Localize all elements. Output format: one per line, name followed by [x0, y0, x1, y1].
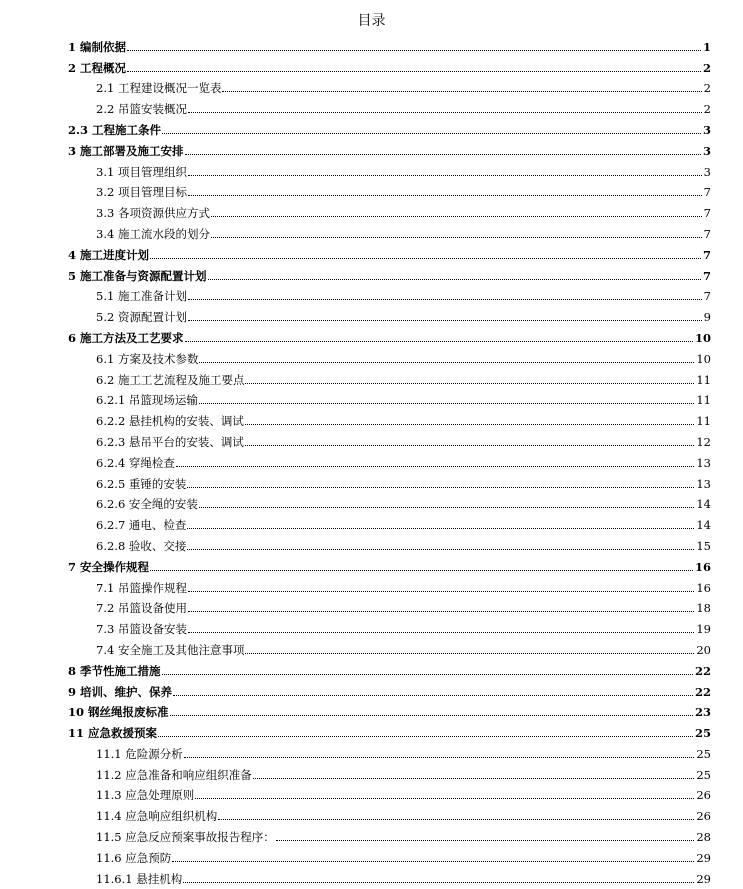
toc-entry-page-number: 29 — [696, 850, 711, 865]
toc-entry[interactable] — [68, 449, 711, 470]
toc-entry-page-number: 25 — [696, 746, 711, 761]
toc-entry[interactable] — [68, 740, 711, 761]
table-of-contents — [68, 33, 711, 886]
toc-entry-title: 7 安全操作规程 — [68, 559, 150, 574]
toc-entry[interactable] — [68, 407, 711, 428]
toc-entry-title: 3.3 各项资源供应方式 — [96, 206, 210, 221]
toc-entry[interactable] — [68, 657, 711, 678]
toc-entry[interactable] — [68, 262, 711, 283]
toc-entry[interactable] — [68, 324, 711, 345]
toc-entry-page-number: 11 — [696, 393, 711, 408]
toc-entry-title: 3.2 项目管理目标 — [96, 185, 187, 200]
toc-entry-title: 2.1 工程建设概况一览表 — [96, 81, 222, 96]
toc-entry[interactable] — [68, 387, 711, 408]
toc-entry-page-number: 10 — [694, 330, 711, 345]
toc-entry-page-number: 14 — [696, 518, 711, 533]
toc-entry-title: 11.6 应急预防 — [96, 850, 172, 865]
dot-leader — [162, 132, 701, 134]
toc-entry[interactable] — [68, 511, 711, 532]
dot-leader — [173, 694, 693, 696]
toc-entry[interactable] — [68, 75, 711, 96]
toc-entry-title: 11.5 应急反应预案事故报告程序： — [96, 830, 275, 845]
toc-entry[interactable] — [68, 553, 711, 574]
dot-leader — [162, 673, 693, 675]
toc-entry-title: 11.3 应急处理原则 — [96, 788, 195, 803]
toc-entry-page-number: 7 — [702, 268, 711, 283]
toc-entry[interactable] — [68, 199, 711, 220]
toc-entry-title: 5 施工准备与资源配置计划 — [68, 268, 207, 283]
toc-entry-page-number: 25 — [694, 726, 711, 741]
toc-entry-title: 6 施工方法及工艺要求 — [68, 330, 184, 345]
toc-entry-title: 11 应急救援预案 — [68, 726, 158, 741]
toc-entry[interactable] — [68, 241, 711, 262]
toc-entry-title: 2.2 吊篮安装概况 — [96, 102, 187, 117]
toc-entry[interactable] — [68, 220, 711, 241]
toc-entry-title: 6.2.4 穿绳检查 — [96, 455, 175, 470]
dot-leader — [187, 548, 694, 550]
toc-entry-page-number: 11 — [696, 372, 711, 387]
dot-leader — [188, 590, 694, 592]
toc-entry-title: 11.1 危险源分析 — [96, 746, 183, 761]
toc-entry-page-number: 3 — [702, 122, 711, 137]
dot-leader — [218, 818, 694, 820]
toc-entry-page-number: 10 — [696, 351, 711, 366]
dot-leader — [211, 215, 702, 217]
dot-leader — [187, 486, 694, 488]
toc-entry-title: 9 培训、维护、保养 — [68, 684, 173, 699]
toc-entry-page-number: 2 — [703, 102, 711, 117]
toc-entry-title: 6.2.7 通电、检查 — [96, 518, 187, 533]
toc-entry-page-number: 3 — [703, 164, 711, 179]
toc-entry[interactable] — [68, 179, 711, 200]
dot-leader — [276, 839, 695, 841]
toc-entry-title: 2.3 工程施工条件 — [68, 122, 162, 137]
toc-entry[interactable] — [68, 719, 711, 740]
dot-leader — [185, 153, 701, 155]
toc-entry-page-number: 22 — [694, 663, 711, 678]
toc-entry-title: 6.2.5 重锤的安装 — [96, 476, 187, 491]
toc-entry[interactable] — [68, 595, 711, 616]
toc-entry-title: 6.2 施工工艺流程及施工要点 — [96, 372, 245, 387]
dot-leader — [127, 49, 701, 51]
toc-entry-title: 3 施工部署及施工安排 — [68, 143, 184, 158]
toc-entry[interactable] — [68, 678, 711, 699]
toc-entry-title: 6.2.1 吊篮现场运输 — [96, 393, 198, 408]
toc-entry-title: 7.2 吊篮设备使用 — [96, 601, 187, 616]
toc-entry-title: 6.2.2 悬挂机构的安装、调试 — [96, 414, 244, 429]
toc-entry[interactable] — [68, 428, 711, 449]
toc-entry-page-number: 2 — [702, 60, 711, 75]
dot-leader — [184, 756, 695, 758]
toc-entry-page-number: 22 — [694, 684, 711, 699]
toc-entry-title: 11.4 应急响应组织机构 — [96, 809, 218, 824]
toc-entry-title: 2 工程概况 — [68, 60, 127, 75]
toc-entry[interactable] — [68, 699, 711, 720]
dot-leader — [150, 257, 701, 259]
dot-leader — [150, 569, 693, 571]
toc-entry[interactable] — [68, 470, 711, 491]
toc-entry-title: 7.4 安全施工及其他注意事项 — [96, 642, 245, 657]
dot-leader — [188, 298, 702, 300]
toc-entry-page-number: 25 — [696, 767, 711, 782]
toc-entry-page-number: 26 — [696, 788, 711, 803]
toc-entry[interactable] — [68, 137, 711, 158]
dot-leader — [188, 631, 694, 633]
toc-entry[interactable] — [68, 865, 711, 886]
dot-leader — [188, 174, 702, 176]
dot-leader — [199, 402, 694, 404]
toc-entry-title: 5.2 资源配置计划 — [96, 310, 187, 325]
toc-entry-title: 6.2.8 验收、交接 — [96, 538, 187, 553]
dot-leader — [199, 361, 694, 363]
toc-entry-page-number: 14 — [696, 497, 711, 512]
toc-entry-page-number: 23 — [694, 705, 711, 720]
toc-entry-page-number: 7 — [703, 206, 711, 221]
toc-entry-page-number: 1 — [702, 39, 711, 54]
toc-entry-page-number: 7 — [702, 247, 711, 262]
dot-leader — [185, 340, 693, 342]
dot-leader — [195, 797, 694, 799]
dot-leader — [245, 382, 694, 384]
dot-leader — [245, 652, 694, 654]
toc-entry-page-number: 18 — [696, 601, 711, 616]
toc-entry-title: 3.4 施工流水段的划分 — [96, 226, 210, 241]
dot-leader — [199, 506, 694, 508]
toc-entry[interactable] — [68, 615, 711, 636]
toc-entry[interactable] — [68, 491, 711, 512]
toc-entry-page-number: 16 — [696, 580, 711, 595]
toc-entry[interactable] — [68, 761, 711, 782]
dot-leader — [127, 70, 701, 72]
dot-leader — [245, 423, 694, 425]
toc-entry[interactable] — [68, 158, 711, 179]
toc-entry[interactable] — [68, 303, 711, 324]
toc-entry-page-number: 2 — [703, 81, 711, 96]
toc-entry-page-number: 3 — [702, 143, 711, 158]
toc-entry-page-number: 19 — [696, 622, 711, 637]
toc-entry[interactable] — [68, 116, 711, 137]
toc-entry[interactable] — [68, 54, 711, 75]
toc-entry-page-number: 20 — [696, 642, 711, 657]
dot-leader — [188, 111, 702, 113]
toc-entry[interactable] — [68, 366, 711, 387]
dot-leader — [187, 527, 694, 529]
dot-leader — [245, 444, 694, 446]
toc-entry[interactable] — [68, 844, 711, 865]
dot-leader — [253, 777, 695, 779]
dot-leader — [183, 881, 694, 883]
toc-entry-page-number: 7 — [703, 226, 711, 241]
toc-entry-title: 7.3 吊篮设备安装 — [96, 622, 187, 637]
toc-entry[interactable] — [68, 636, 711, 657]
toc-entry-page-number: 15 — [696, 538, 711, 553]
toc-entry-title: 6.2.3 悬吊平台的安装、调试 — [96, 434, 244, 449]
toc-entry[interactable] — [68, 823, 711, 844]
dot-leader — [188, 319, 702, 321]
toc-entry-page-number: 29 — [696, 871, 711, 886]
toc-entry-title: 7.1 吊篮操作规程 — [96, 580, 187, 595]
toc-entry-page-number: 28 — [696, 830, 711, 845]
toc-entry[interactable] — [68, 283, 711, 304]
toc-entry-title: 8 季节性施工措施 — [68, 663, 161, 678]
dot-leader — [158, 735, 693, 737]
toc-entry-title: 6.2.6 安全绳的安装 — [96, 497, 198, 512]
dot-leader — [172, 860, 694, 862]
dot-leader — [208, 278, 701, 280]
toc-entry-title: 10 钢丝绳报废标准 — [68, 705, 169, 720]
dot-leader — [222, 90, 701, 92]
toc-entry-page-number: 7 — [703, 289, 711, 304]
toc-entry[interactable] — [68, 33, 711, 54]
page-title: 目录 — [357, 13, 386, 29]
toc-entry[interactable] — [68, 782, 711, 803]
toc-entry-title: 6.1 方案及技术参数 — [96, 351, 199, 366]
toc-entry[interactable] — [68, 345, 711, 366]
dot-leader — [176, 465, 694, 467]
toc-entry-title: 5.1 施工准备计划 — [96, 289, 187, 304]
toc-entry-page-number: 12 — [696, 434, 711, 449]
toc-entry-page-number: 13 — [696, 476, 711, 491]
toc-entry-page-number: 16 — [694, 559, 711, 574]
toc-entry-title: 11.2 应急准备和响应组织准备 — [96, 767, 252, 782]
toc-entry[interactable] — [68, 574, 711, 595]
toc-entry-page-number: 11 — [696, 414, 711, 429]
dot-leader — [211, 236, 702, 238]
dot-leader — [188, 194, 702, 196]
toc-entry[interactable] — [68, 532, 711, 553]
toc-entry-title: 3.1 项目管理组织 — [96, 164, 187, 179]
toc-entry-title: 1 编制依据 — [68, 39, 127, 54]
toc-entry-page-number: 9 — [703, 310, 711, 325]
dot-leader — [188, 610, 694, 612]
toc-entry-page-number: 26 — [696, 809, 711, 824]
toc-entry-title: 11.6.1 悬挂机构 — [96, 871, 183, 886]
toc-entry-title: 4 施工进度计划 — [68, 247, 150, 262]
toc-entry[interactable] — [68, 95, 711, 116]
toc-entry-page-number: 13 — [696, 455, 711, 470]
dot-leader — [170, 714, 693, 716]
toc-entry-page-number: 7 — [703, 185, 711, 200]
toc-entry[interactable] — [68, 802, 711, 823]
